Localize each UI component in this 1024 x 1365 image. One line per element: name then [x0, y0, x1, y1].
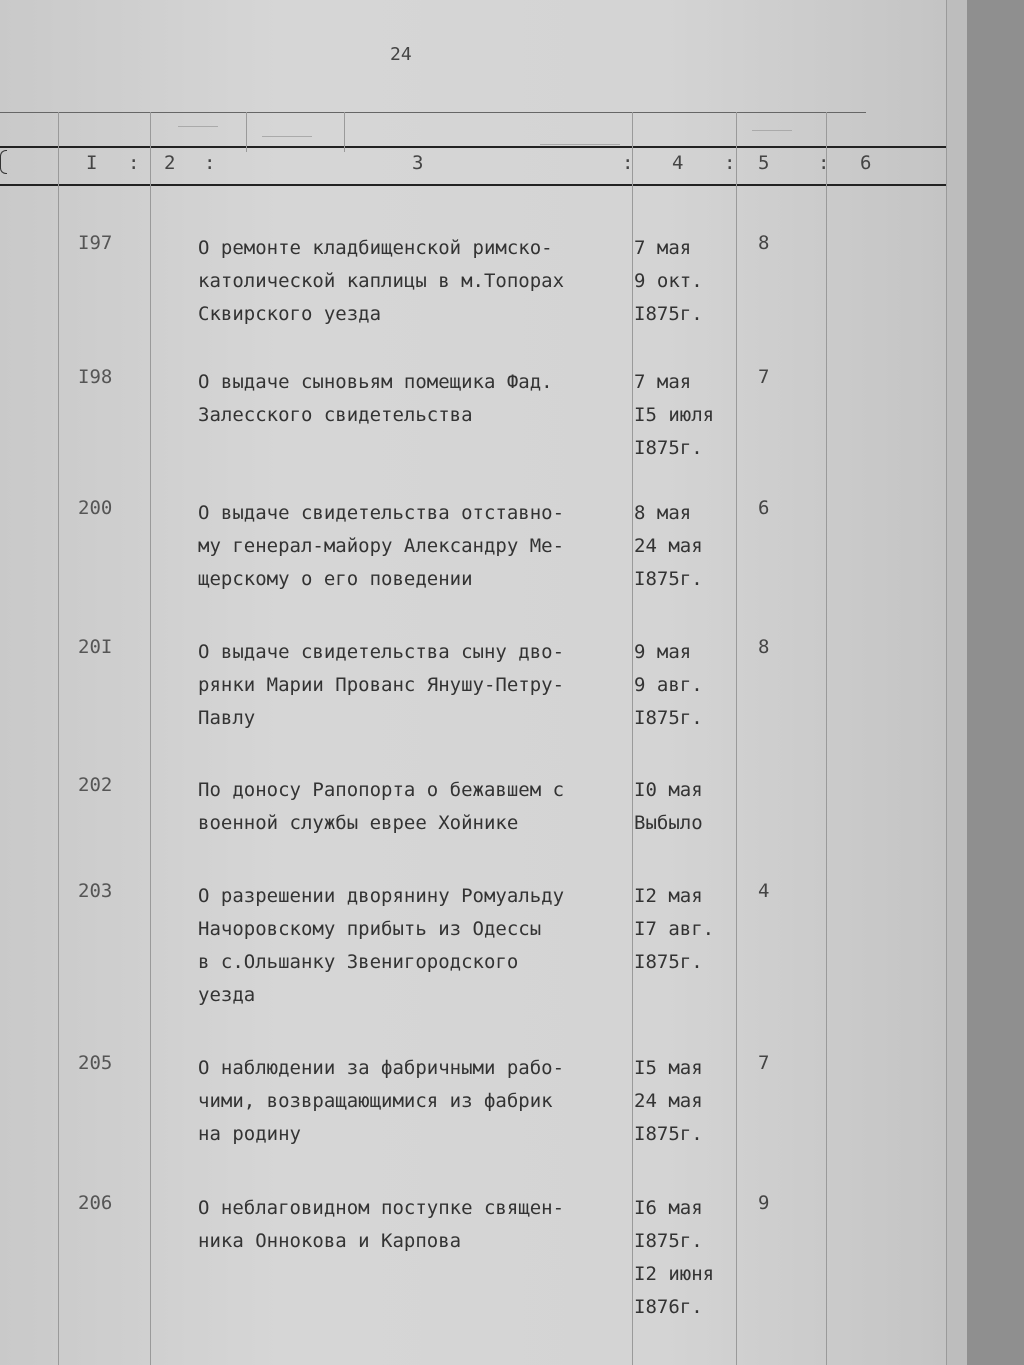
case-title: О выдаче сыновьям помещика Фад. Залесского свидетельства	[198, 371, 553, 426]
case-dates: I0 мая Выбыло	[634, 779, 703, 834]
form-header-stroke	[178, 126, 218, 135]
page-number: 24	[390, 44, 412, 65]
case-title: О ремонте кладбищенской римско- католической каплицы в м.Топорах Сквирского уезда	[198, 237, 565, 325]
case-number: 202	[78, 774, 113, 796]
header-rule-top	[0, 146, 946, 148]
form-header-stroke	[752, 130, 792, 139]
sheet-count: 7	[758, 1052, 770, 1074]
case-number: 200	[78, 497, 113, 519]
case-title: О неблаговидном поступке священ- ника Оннокова и Карпова	[198, 1197, 565, 1252]
case-dates: 8 мая 24 мая I875г.	[634, 502, 703, 590]
case-number: 203	[78, 880, 113, 902]
column-separator: :	[128, 152, 140, 174]
column-divider	[58, 112, 59, 1365]
sheet-count: 8	[758, 636, 770, 658]
sheet-count: 4	[758, 880, 770, 902]
sheet-count: 6	[758, 497, 770, 519]
case-number: 206	[78, 1192, 113, 1214]
case-dates: I5 мая 24 мая I875г.	[634, 1057, 703, 1145]
case-dates: I6 мая I875г. I2 июня I876г.	[634, 1197, 715, 1318]
case-title: О выдаче свидетельства отставно- му генерал-майору Александру Ме- щерскому о его поведении	[198, 502, 565, 590]
column-separator: :	[204, 152, 216, 174]
sheet-count: 8	[758, 232, 770, 254]
case-number: 205	[78, 1052, 113, 1074]
column-divider	[150, 112, 151, 1365]
column-number-3: 3	[412, 152, 424, 174]
column-number-6: 6	[860, 152, 872, 174]
case-dates: 7 мая 9 окт. I875г.	[634, 237, 703, 325]
sheet-count: 9	[758, 1192, 770, 1214]
column-divider	[344, 112, 345, 152]
case-dates: 7 мая I5 июля I875г.	[634, 371, 715, 459]
case-title: О выдаче свидетельства сыну дво- рянки Марии Прованс Янушу-Петру- Павлу	[198, 641, 565, 729]
case-title: По доносу Рапопорта о бежавшем с военной службы еврее Хойнике	[198, 779, 565, 834]
column-divider	[632, 112, 633, 1365]
case-number: I98	[78, 366, 113, 388]
column-separator: :	[724, 152, 736, 174]
margin-mark	[0, 150, 7, 174]
column-number-5: 5	[758, 152, 770, 174]
case-title: О наблюдении за фабричными рабо- чими, возвращающимися из фабрик на родину	[198, 1057, 565, 1145]
form-header-stroke	[262, 136, 312, 145]
case-title: О разрешении дворянину Ромуальду Начоровскому прибыть из Одессы в с.Ольшанку Звенигородского уезда	[198, 885, 565, 1006]
column-number-2: 2	[164, 152, 176, 174]
sheet-count: 7	[758, 366, 770, 388]
column-divider	[246, 112, 247, 152]
column-separator: :	[818, 152, 830, 174]
column-number-4: 4	[672, 152, 684, 174]
column-divider	[736, 112, 737, 1365]
case-number: I97	[78, 232, 113, 254]
case-number: 20I	[78, 636, 113, 658]
header-rule-bottom	[0, 184, 946, 186]
column-separator: :	[622, 152, 634, 174]
page-edge	[946, 0, 967, 1365]
column-divider	[826, 112, 827, 1365]
case-dates: 9 мая 9 авг. I875г.	[634, 641, 703, 729]
case-dates: I2 мая I7 авг. I875г.	[634, 885, 715, 973]
column-number-1: I	[86, 152, 98, 174]
